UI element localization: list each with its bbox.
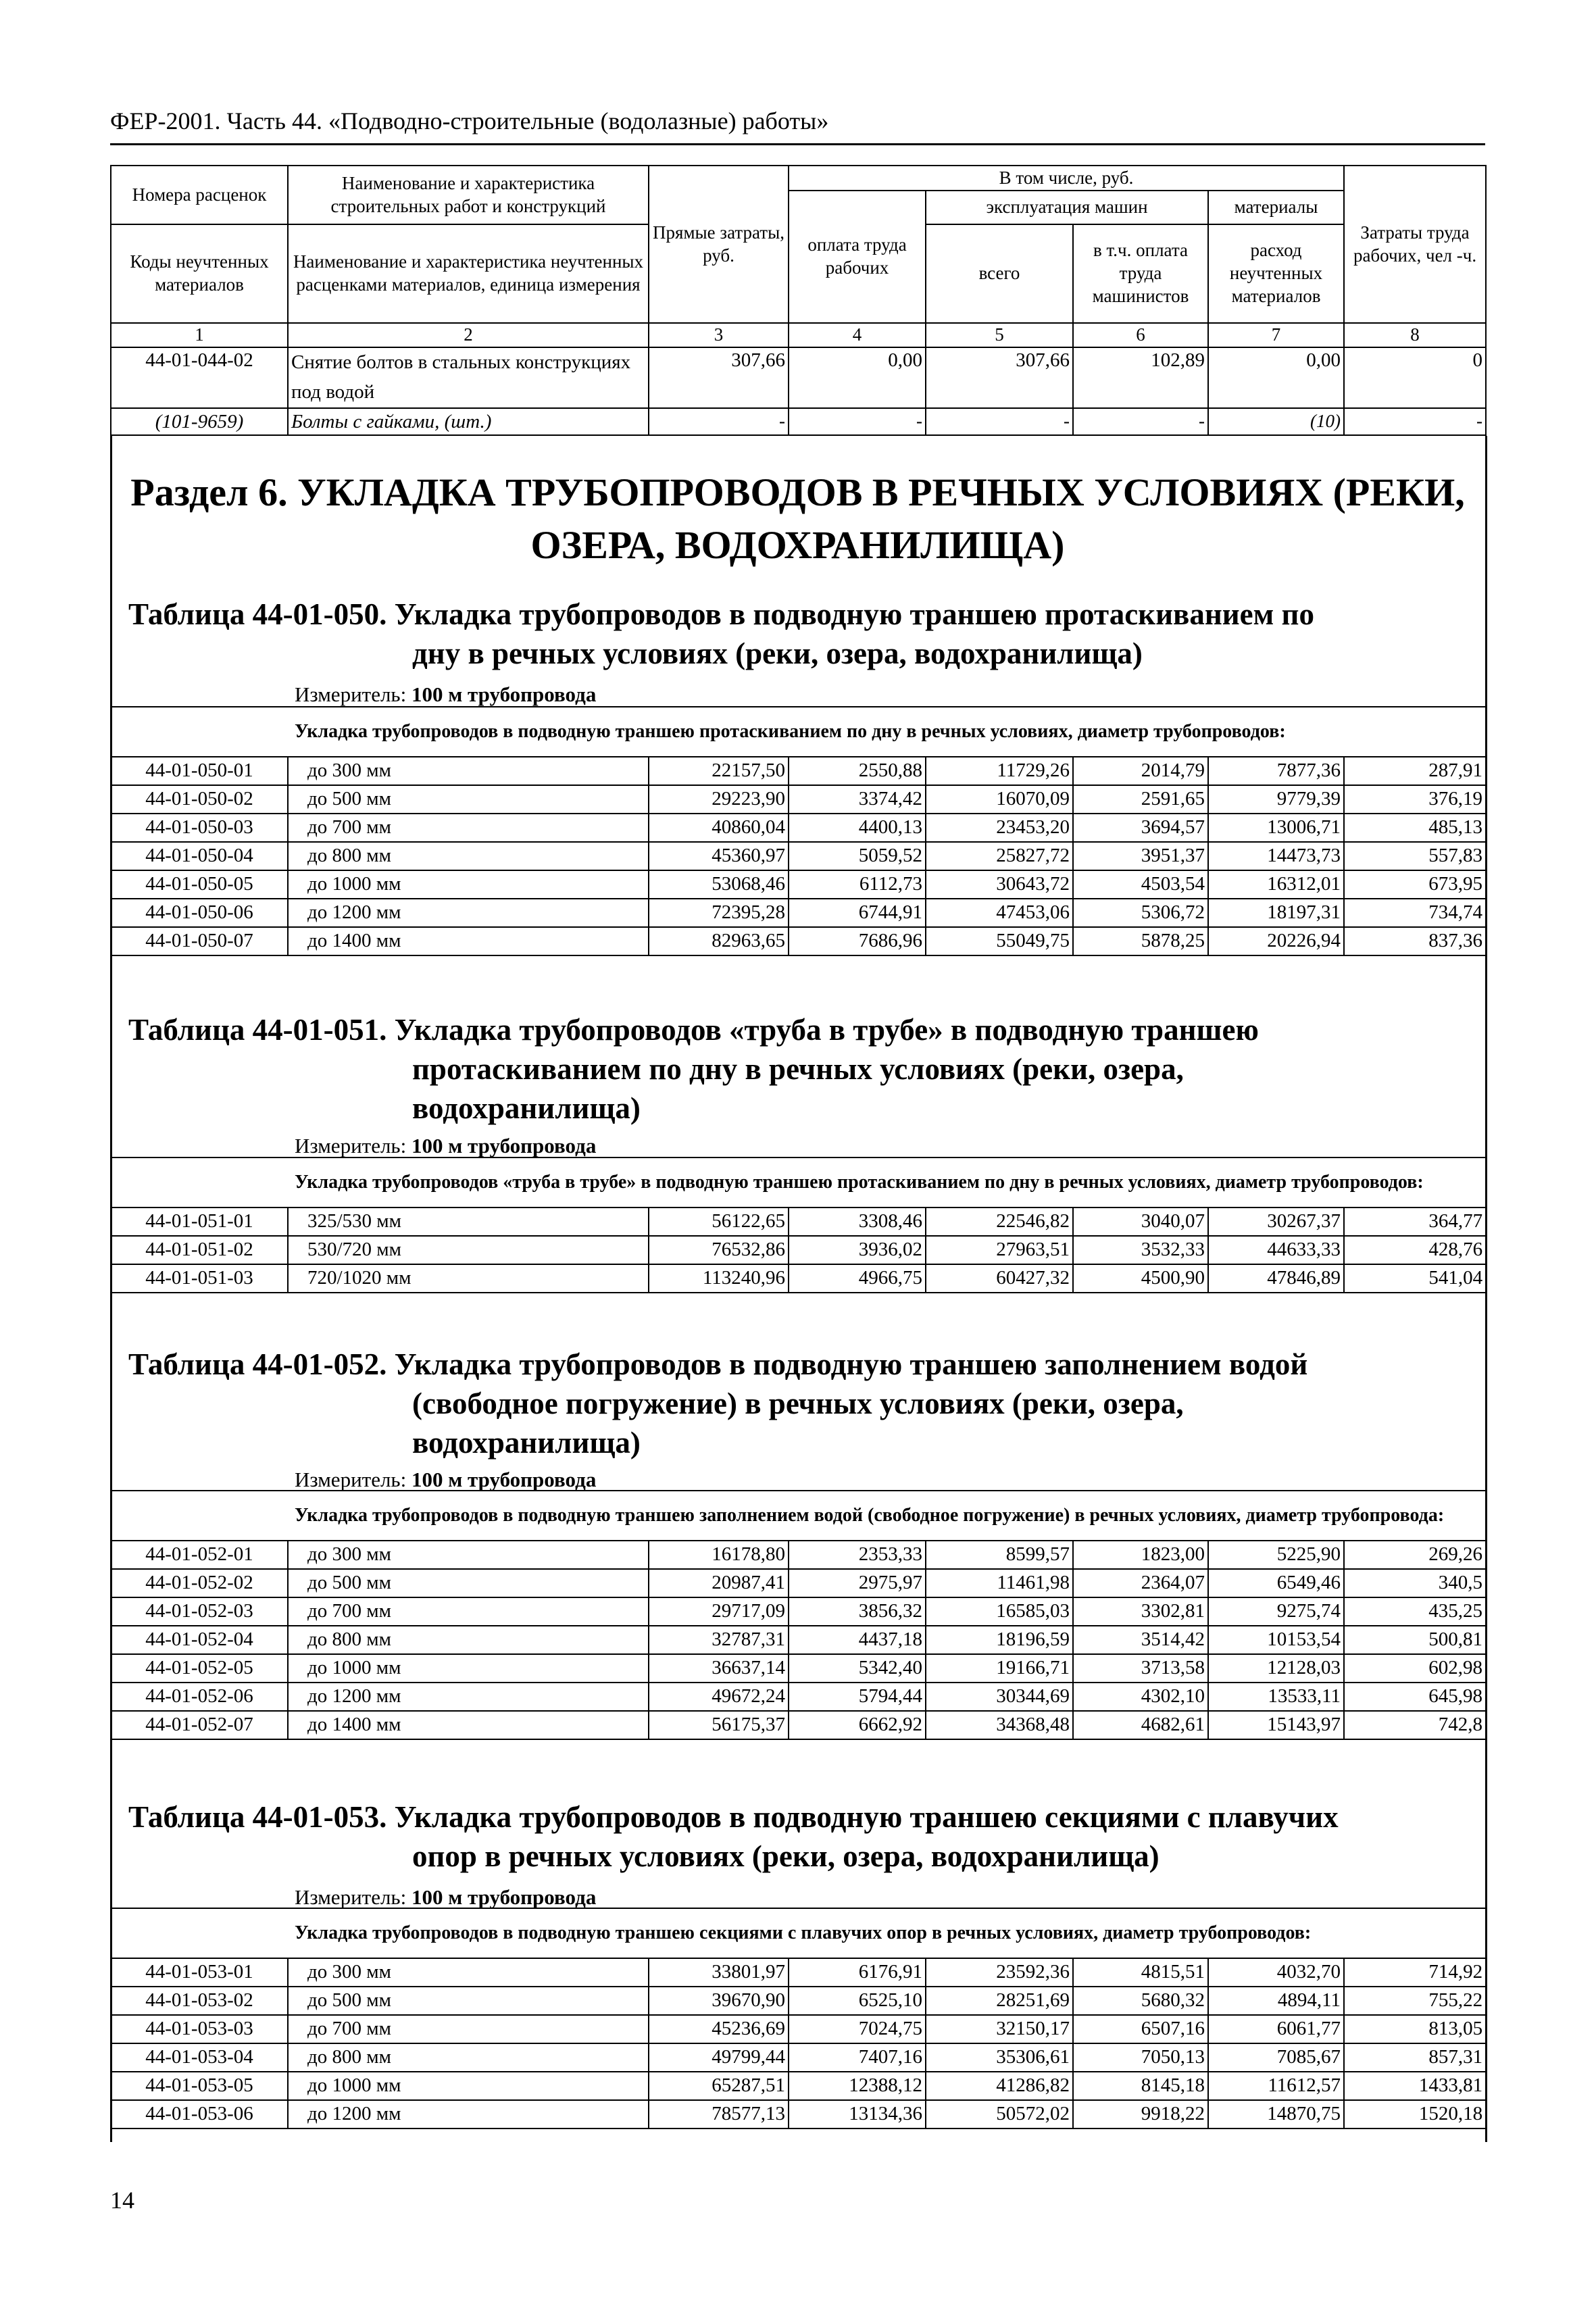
cell-value: 56175,37 (649, 1711, 789, 1739)
cell-value: 30344,69 (926, 1683, 1073, 1711)
cell-value: 2364,07 (1073, 1569, 1208, 1597)
cell-value: 4500,90 (1073, 1264, 1208, 1293)
cell-value: 113240,96 (649, 1264, 789, 1293)
cell-value: 18197,31 (1208, 899, 1344, 927)
header-rule (110, 143, 1485, 145)
cell-value: 9918,22 (1073, 2100, 1208, 2129)
col-labor-hours-header: Затраты труда рабочих, чел -ч. (1344, 166, 1486, 323)
cell-value: 0,00 (1208, 347, 1344, 408)
cell-value: 6525,10 (789, 1987, 926, 2015)
cell-value: 428,76 (1344, 1236, 1486, 1264)
cell-value: 50572,02 (926, 2100, 1073, 2129)
cell-value: 340,5 (1344, 1569, 1486, 1597)
rate-code: 44-01-050-07 (111, 927, 288, 955)
cell-value: 14870,75 (1208, 2100, 1344, 2129)
page-number: 14 (110, 2187, 134, 2214)
diameter: до 1000 мм (288, 2072, 649, 2100)
table-row (111, 757, 1486, 785)
cell-value: 9275,74 (1208, 1597, 1344, 1626)
cell-value: 8145,18 (1073, 2072, 1208, 2100)
column-number: 1 (111, 323, 288, 347)
table-subheader-row (111, 1491, 1486, 1541)
material-cell-value: - (649, 408, 789, 435)
col-operator-wages-header: в т.ч. оплата труда машинистов (1073, 224, 1208, 323)
table-title-line: Таблица 44-01-053. Укладка трубопроводов в подводную траншею секциями с плавучих (128, 1800, 1339, 1834)
col-direct-costs-header: Прямые затраты, руб. (649, 166, 789, 323)
table-subheader-row (111, 1158, 1486, 1208)
rate-code: 44-01-050-03 (111, 814, 288, 842)
table-title-line: Таблица 44-01-052. Укладка трубопроводов в подводную траншею заполнением водой (128, 1347, 1308, 1381)
cell-value: 7877,36 (1208, 757, 1344, 785)
table-title-line: Таблица 44-01-050. Укладка трубопроводов в подводную траншею протаскиванием по (128, 597, 1314, 631)
cell-value: 813,05 (1344, 2015, 1486, 2043)
cell-value: 36637,14 (649, 1654, 789, 1683)
col-material-usage-header: расход неучтенных материалов (1208, 224, 1344, 323)
cell-value: 714,92 (1344, 1958, 1486, 1987)
section-heading (110, 466, 1485, 572)
work-name: Снятие болтов в стальных конструкциях под водой (288, 347, 649, 408)
cell-value: 1520,18 (1344, 2100, 1486, 2129)
cell-value: 4682,61 (1073, 1711, 1208, 1739)
cell-value: 2591,65 (1073, 785, 1208, 814)
diameter: 720/1020 мм (288, 1264, 649, 1293)
cell-value: 3308,46 (789, 1208, 926, 1236)
col-materials-header: материалы (1208, 191, 1344, 224)
cell-value: 307,66 (926, 347, 1073, 408)
cell-value: 7085,67 (1208, 2043, 1344, 2072)
cell-value: 7686,96 (789, 927, 926, 955)
table-subheader: Укладка трубопроводов в подводную траншею протаскиванием по дну в речных условиях, диаметр трубопроводов: (111, 707, 1486, 757)
cell-value: 6112,73 (789, 870, 926, 899)
rate-code: 44-01-052-02 (111, 1569, 288, 1597)
cell-value: 4966,75 (789, 1264, 926, 1293)
column-number: 2 (288, 323, 649, 347)
diameter: до 1400 мм (288, 927, 649, 955)
cell-value: 4032,70 (1208, 1958, 1344, 1987)
running-head: ФЕР-2001. Часть 44. «Подводно-строительные (водолазные) работы» (110, 107, 829, 134)
cell-value: 857,31 (1344, 2043, 1486, 2072)
cell-value: 4400,13 (789, 814, 926, 842)
cell-value: 364,77 (1344, 1208, 1486, 1236)
material-cell-value: - (789, 408, 926, 435)
table-row (111, 1264, 1486, 1293)
cell-value: 72395,28 (649, 899, 789, 927)
cell-value: 22157,50 (649, 757, 789, 785)
material-cell-value: - (926, 408, 1073, 435)
rate-code: 44-01-053-01 (111, 1958, 288, 1987)
diameter: до 800 мм (288, 842, 649, 870)
table-title-line: водохранилища) (412, 1091, 641, 1125)
material-code: (101-9659) (111, 408, 288, 435)
table-subheader: Укладка трубопроводов в подводную траншею секциями с плавучих опор в речных условиях, диаметр трубопроводов: (111, 1908, 1486, 1958)
rate-code: 44-01-053-02 (111, 1987, 288, 2015)
table-row (111, 927, 1486, 955)
cell-value: 673,95 (1344, 870, 1486, 899)
cell-value: 3694,57 (1073, 814, 1208, 842)
cell-value: 20987,41 (649, 1569, 789, 1597)
rate-code: 44-01-052-01 (111, 1541, 288, 1569)
cell-value: 5059,52 (789, 842, 926, 870)
cell-value: 0,00 (789, 347, 926, 408)
diameter: 325/530 мм (288, 1208, 649, 1236)
rate-code: 44-01-050-06 (111, 899, 288, 927)
rate-code: 44-01-050-01 (111, 757, 288, 785)
cell-value: 60427,32 (926, 1264, 1073, 1293)
measure-unit (295, 1885, 596, 1910)
cell-value: 5680,32 (1073, 1987, 1208, 2015)
cell-value: 16585,03 (926, 1597, 1073, 1626)
table-title-line: опор в речных условиях (реки, озера, водохранилища) (412, 1839, 1159, 1873)
cell-value: 35306,61 (926, 2043, 1073, 2072)
diameter: до 300 мм (288, 1541, 649, 1569)
cell-value: 5342,40 (789, 1654, 926, 1683)
diameter: до 700 мм (288, 814, 649, 842)
cell-value: 3532,33 (1073, 1236, 1208, 1264)
cell-value: 65287,51 (649, 2072, 789, 2100)
section-heading-line: ОЗЕРА, ВОДОХРАНИЛИЩА) (530, 523, 1065, 567)
diameter: до 1200 мм (288, 2100, 649, 2129)
cell-value: 39670,90 (649, 1987, 789, 2015)
cell-value: 602,98 (1344, 1654, 1486, 1683)
table-row (111, 1654, 1486, 1683)
section-heading-line: Раздел 6. УКЛАДКА ТРУБОПРОВОДОВ В РЕЧНЫХ УСЛОВИЯХ (РЕКИ, (130, 470, 1465, 514)
cell-value: 33801,97 (649, 1958, 789, 1987)
table-row (111, 870, 1486, 899)
table-row (111, 842, 1486, 870)
cell-value: 16178,80 (649, 1541, 789, 1569)
cell-value: 47453,06 (926, 899, 1073, 927)
col-material-name-header: Наименование и характеристика неучтенных расценками материалов, единица измерения (288, 224, 649, 323)
cell-value: 3374,42 (789, 785, 926, 814)
rate-table (110, 706, 1487, 956)
cell-value: 29717,09 (649, 1597, 789, 1626)
diameter: до 500 мм (288, 785, 649, 814)
material-cell-value: - (1344, 408, 1486, 435)
cell-value: 13134,36 (789, 2100, 926, 2129)
table-row (111, 1958, 1486, 1987)
col-machines-total-header: всего (926, 224, 1073, 323)
column-number: 5 (926, 323, 1073, 347)
cell-value: 5794,44 (789, 1683, 926, 1711)
rate-code: 44-01-051-03 (111, 1264, 288, 1293)
cell-value: 2550,88 (789, 757, 926, 785)
cell-value: 12388,12 (789, 2072, 926, 2100)
measure-label: Измеритель: (295, 1885, 407, 1909)
diameter: до 1200 мм (288, 1683, 649, 1711)
measure-value: 100 м трубопровода (411, 1885, 597, 1909)
rate-code: 44-01-044-02 (111, 347, 288, 408)
table-title-line: Таблица 44-01-051. Укладка трубопроводов «труба в трубе» в подводную траншею (128, 1013, 1259, 1047)
cell-value: 500,81 (1344, 1626, 1486, 1654)
table-row (111, 347, 1486, 408)
cell-value: 102,89 (1073, 347, 1208, 408)
cell-value: 557,83 (1344, 842, 1486, 870)
material-cell-value: - (1073, 408, 1208, 435)
cell-value: 78577,13 (649, 2100, 789, 2129)
cell-value: 32787,31 (649, 1626, 789, 1654)
diameter: до 1000 мм (288, 870, 649, 899)
table-title (128, 595, 1314, 673)
table-row (111, 899, 1486, 927)
diameter: до 1000 мм (288, 1654, 649, 1683)
cell-value: 53068,46 (649, 870, 789, 899)
measure-unit (295, 1468, 596, 1492)
cell-value: 49672,24 (649, 1683, 789, 1711)
table-row (111, 1236, 1486, 1264)
cell-value: 11612,57 (1208, 2072, 1344, 2100)
cell-value: 3856,32 (789, 1597, 926, 1626)
measure-label: Измеритель: (295, 1468, 407, 1491)
cell-value: 6744,91 (789, 899, 926, 927)
column-number: 4 (789, 323, 926, 347)
cell-value: 6061,77 (1208, 2015, 1344, 2043)
table-subheader-row (111, 707, 1486, 757)
cell-value: 742,8 (1344, 1711, 1486, 1739)
cell-value: 45360,97 (649, 842, 789, 870)
cell-value: 8599,57 (926, 1541, 1073, 1569)
cell-value: 45236,69 (649, 2015, 789, 2043)
table-row (111, 2043, 1486, 2072)
cell-value: 4815,51 (1073, 1958, 1208, 1987)
cell-value: 40860,04 (649, 814, 789, 842)
rate-code: 44-01-052-07 (111, 1711, 288, 1739)
cell-value: 734,74 (1344, 899, 1486, 927)
cell-value: 0 (1344, 347, 1486, 408)
col-including-header: В том числе, руб. (789, 166, 1344, 191)
table-subheader-row (111, 1908, 1486, 1958)
cell-value: 7024,75 (789, 2015, 926, 2043)
col-work-name-header: Наименование и характеристика строительных работ и конструкций (288, 166, 649, 224)
table-row (111, 2015, 1486, 2043)
cell-value: 3936,02 (789, 1236, 926, 1264)
cell-value: 269,26 (1344, 1541, 1486, 1569)
rate-code: 44-01-053-04 (111, 2043, 288, 2072)
cell-value: 76532,86 (649, 1236, 789, 1264)
rate-code: 44-01-051-01 (111, 1208, 288, 1236)
cell-value: 5225,90 (1208, 1541, 1344, 1569)
table-row (111, 814, 1486, 842)
table-row (111, 1208, 1486, 1236)
rate-table (110, 1908, 1487, 2129)
cell-value: 20226,94 (1208, 927, 1344, 955)
rate-code: 44-01-053-03 (111, 2015, 288, 2043)
cell-value: 7407,16 (789, 2043, 926, 2072)
rate-table (110, 1490, 1487, 1740)
cell-value: 3302,81 (1073, 1597, 1208, 1626)
cell-value: 5878,25 (1073, 927, 1208, 955)
cell-value: 47846,89 (1208, 1264, 1344, 1293)
cell-value: 376,19 (1344, 785, 1486, 814)
diameter: 530/720 мм (288, 1236, 649, 1264)
table-title (128, 1797, 1339, 1876)
cell-value: 18196,59 (926, 1626, 1073, 1654)
table-row (111, 1987, 1486, 2015)
cell-value: 2353,33 (789, 1541, 926, 1569)
cell-value: 22546,82 (926, 1208, 1073, 1236)
cell-value: 30643,72 (926, 870, 1073, 899)
cell-value: 1823,00 (1073, 1541, 1208, 1569)
cell-value: 3514,42 (1073, 1626, 1208, 1654)
col-rate-number-header: Номера расценок (111, 166, 288, 224)
diameter: до 300 мм (288, 757, 649, 785)
cell-value: 755,22 (1344, 1987, 1486, 2015)
measure-label: Измеритель: (295, 1134, 407, 1158)
table-title-line: протаскиванием по дну в речных условиях (реки, озера, (412, 1052, 1184, 1086)
cell-value: 3040,07 (1073, 1208, 1208, 1236)
diameter: до 800 мм (288, 2043, 649, 2072)
cell-value: 3951,37 (1073, 842, 1208, 870)
cell-value: 6662,92 (789, 1711, 926, 1739)
rate-code: 44-01-053-05 (111, 2072, 288, 2100)
rate-code: 44-01-051-02 (111, 1236, 288, 1264)
column-number: 8 (1344, 323, 1486, 347)
table-title-line: дну в речных условиях (реки, озера, водохранилища) (412, 637, 1143, 670)
table-row (111, 1683, 1486, 1711)
col-material-codes-header: Коды неучтенных материалов (111, 224, 288, 323)
cell-value: 6176,91 (789, 1958, 926, 1987)
table-row (111, 1711, 1486, 1739)
cell-value: 645,98 (1344, 1683, 1486, 1711)
cell-value: 13533,11 (1208, 1683, 1344, 1711)
cell-value: 14473,73 (1208, 842, 1344, 870)
cell-value: 1433,81 (1344, 2072, 1486, 2100)
measure-unit (295, 1134, 596, 1158)
cell-value: 10153,54 (1208, 1626, 1344, 1654)
table-row (111, 1541, 1486, 1569)
rate-code: 44-01-053-06 (111, 2100, 288, 2129)
cell-value: 9779,39 (1208, 785, 1344, 814)
rate-code: 44-01-052-05 (111, 1654, 288, 1683)
cell-value: 23453,20 (926, 814, 1073, 842)
rate-code: 44-01-052-04 (111, 1626, 288, 1654)
cell-value: 44633,33 (1208, 1236, 1344, 1264)
diameter: до 800 мм (288, 1626, 649, 1654)
table-subheader: Укладка трубопроводов в подводную траншею заполнением водой (свободное погружение) в речных условиях, диаметр трубопровода: (111, 1491, 1486, 1541)
cell-value: 6549,46 (1208, 1569, 1344, 1597)
measure-label: Измеритель: (295, 682, 407, 706)
table-title-line: (свободное погружение) в речных условиях (реки, озера, (412, 1387, 1184, 1420)
table-row (111, 1597, 1486, 1626)
cell-value: 287,91 (1344, 757, 1486, 785)
cell-value: 15143,97 (1208, 1711, 1344, 1739)
header-table (110, 165, 1487, 436)
table-row (111, 2100, 1486, 2129)
rate-code: 44-01-050-05 (111, 870, 288, 899)
cell-value: 23592,36 (926, 1958, 1073, 1987)
diameter: до 700 мм (288, 2015, 649, 2043)
cell-value: 55049,75 (926, 927, 1073, 955)
measure-value: 100 м трубопровода (411, 682, 597, 706)
cell-value: 29223,90 (649, 785, 789, 814)
cell-value: 49799,44 (649, 2043, 789, 2072)
diameter: до 1400 мм (288, 1711, 649, 1739)
cell-value: 34368,48 (926, 1711, 1073, 1739)
cell-value: 12128,03 (1208, 1654, 1344, 1683)
cell-value: 4437,18 (789, 1626, 926, 1654)
cell-value: 307,66 (649, 347, 789, 408)
cell-value: 485,13 (1344, 814, 1486, 842)
table-row (111, 785, 1486, 814)
cell-value: 32150,17 (926, 2015, 1073, 2043)
cell-value: 19166,71 (926, 1654, 1073, 1683)
cell-value: 82963,65 (649, 927, 789, 955)
cell-value: 41286,82 (926, 2072, 1073, 2100)
cell-value: 28251,69 (926, 1987, 1073, 2015)
cell-value: 2975,97 (789, 1569, 926, 1597)
cell-value: 16312,01 (1208, 870, 1344, 899)
column-number: 7 (1208, 323, 1344, 347)
table-row (111, 2072, 1486, 2100)
rate-code: 44-01-052-03 (111, 1597, 288, 1626)
rate-table (110, 1157, 1487, 1293)
cell-value: 27963,51 (926, 1236, 1073, 1264)
column-numbers-row (111, 323, 1486, 347)
cell-value: 541,04 (1344, 1264, 1486, 1293)
table-row (111, 1626, 1486, 1654)
cell-value: 837,36 (1344, 927, 1486, 955)
diameter: до 500 мм (288, 1987, 649, 2015)
rate-code: 44-01-050-04 (111, 842, 288, 870)
table-title (128, 1010, 1259, 1128)
cell-value: 4302,10 (1073, 1683, 1208, 1711)
cell-value: 2014,79 (1073, 757, 1208, 785)
measure-value: 100 м трубопровода (411, 1134, 597, 1158)
diameter: до 300 мм (288, 1958, 649, 1987)
cell-value: 11729,26 (926, 757, 1073, 785)
cell-value: 4894,11 (1208, 1987, 1344, 2015)
cell-value: 4503,54 (1073, 870, 1208, 899)
table-row (111, 1569, 1486, 1597)
column-number: 6 (1073, 323, 1208, 347)
table-subheader: Укладка трубопроводов «труба в трубе» в подводную траншею протаскиванием по дну в речных условиях, диаметр трубопроводов: (111, 1158, 1486, 1208)
diameter: до 500 мм (288, 1569, 649, 1597)
cell-value: 11461,98 (926, 1569, 1073, 1597)
cell-value: 30267,37 (1208, 1208, 1344, 1236)
rate-code: 44-01-050-02 (111, 785, 288, 814)
table-title (128, 1345, 1307, 1462)
cell-value: 25827,72 (926, 842, 1073, 870)
cell-value: 3713,58 (1073, 1654, 1208, 1683)
cell-value: 7050,13 (1073, 2043, 1208, 2072)
measure-unit (295, 682, 596, 707)
measure-value: 100 м трубопровода (411, 1468, 597, 1491)
diameter: до 1200 мм (288, 899, 649, 927)
material-name: Болты с гайками, (шт.) (288, 408, 649, 435)
col-machines-header: эксплуатация машин (926, 191, 1208, 224)
table-title-line: водохранилища) (412, 1426, 641, 1460)
rate-code: 44-01-052-06 (111, 1683, 288, 1711)
diameter: до 700 мм (288, 1597, 649, 1626)
cell-value: 6507,16 (1073, 2015, 1208, 2043)
cell-value: 13006,71 (1208, 814, 1344, 842)
column-number: 3 (649, 323, 789, 347)
col-worker-wages-header: оплата труда рабочих (789, 191, 926, 323)
cell-value: 435,25 (1344, 1597, 1486, 1626)
cell-value: 16070,09 (926, 785, 1073, 814)
cell-value: 56122,65 (649, 1208, 789, 1236)
cell-value: 5306,72 (1073, 899, 1208, 927)
material-row (111, 408, 1486, 435)
material-cell-value: (10) (1208, 408, 1344, 435)
